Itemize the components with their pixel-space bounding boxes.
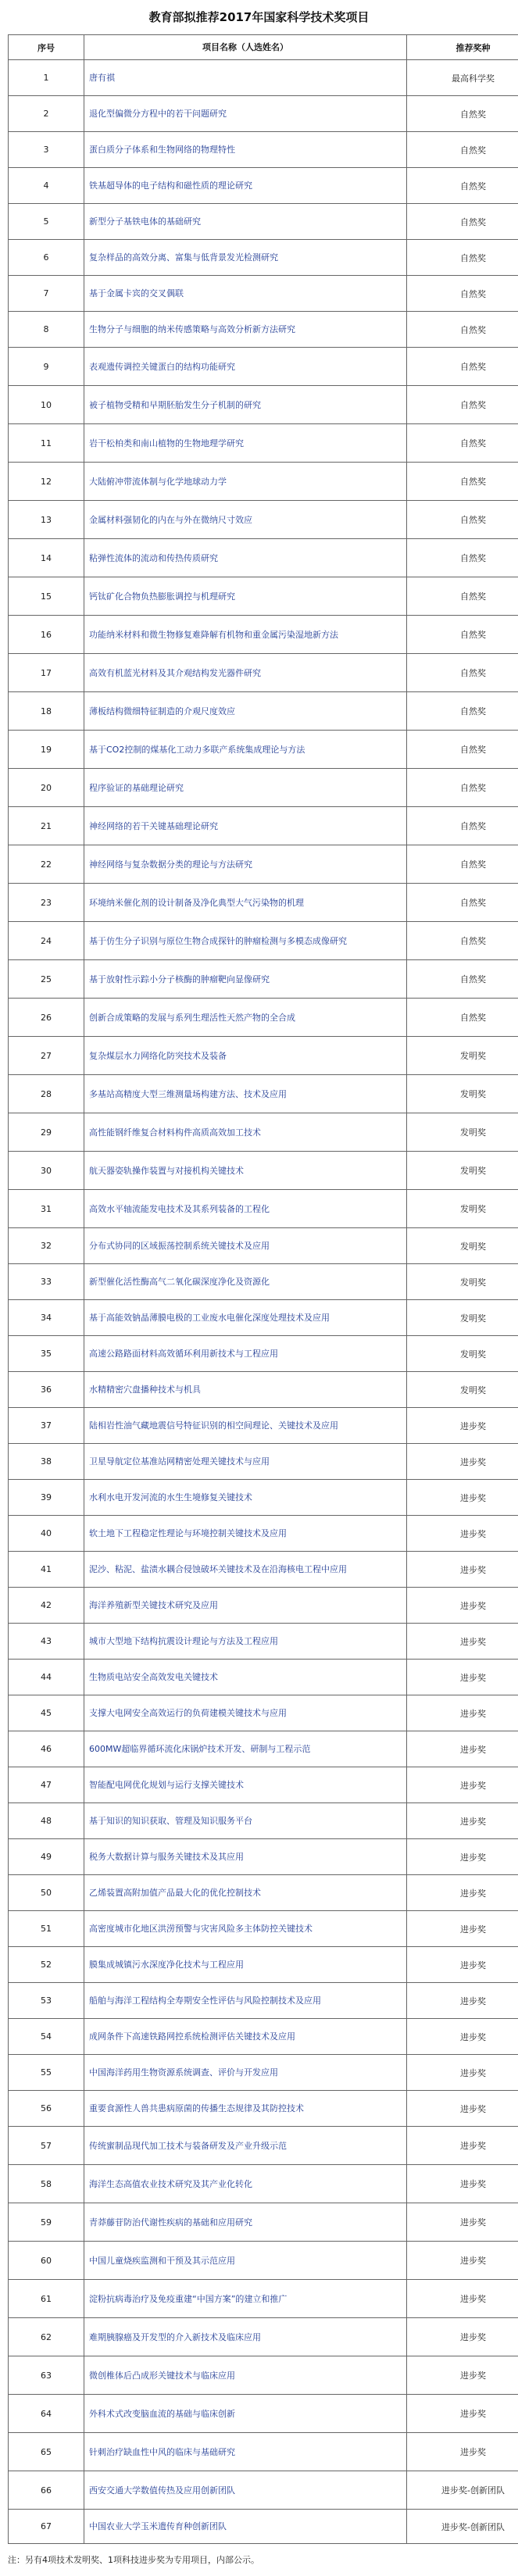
table-row — [9, 501, 518, 539]
award-type: 进步奖 — [407, 1947, 518, 1983]
table-row — [9, 922, 518, 960]
row-number: 54 — [9, 2019, 84, 2055]
award-type: 发明奖 — [407, 1300, 518, 1336]
award-type: 发明奖 — [407, 1336, 518, 1372]
table-row — [9, 539, 518, 577]
project-name: 基于金属卡宾的交叉偶联 — [84, 276, 407, 312]
row-number: 61 — [9, 2280, 84, 2318]
table-row — [9, 1839, 518, 1875]
project-name: 中国农业大学玉米遗传育种创新团队 — [84, 2510, 407, 2544]
row-number: 4 — [9, 168, 84, 204]
project-name: 神经网络与复杂数据分类的理论与方法研究 — [84, 845, 407, 884]
table-row — [9, 1480, 518, 1516]
award-type: 发明奖 — [407, 1152, 518, 1190]
award-type: 进步奖 — [407, 2127, 518, 2165]
project-name: 传统蜜制品现代加工技术与装备研发及产业升级示范 — [84, 2127, 407, 2165]
project-name: 外科术式改变脑血流的基础与临床创新 — [84, 2395, 407, 2433]
award-type: 自然奖 — [407, 999, 518, 1037]
award-type: 进步奖 — [407, 1408, 518, 1444]
award-type: 自然奖 — [407, 96, 518, 132]
project-name: 淀粉抗病毒治疗及免疫重建“中国方案”的建立和推广 — [84, 2280, 407, 2318]
table-row — [9, 654, 518, 692]
row-number: 60 — [9, 2242, 84, 2280]
table-row — [9, 1444, 518, 1480]
row-number: 14 — [9, 539, 84, 577]
table-row — [9, 845, 518, 884]
table-row — [9, 1660, 518, 1695]
table-row — [9, 1911, 518, 1947]
project-name: 多基站高精度大型三维测量场构建方法、技术及应用 — [84, 1075, 407, 1113]
award-type: 发明奖 — [407, 1075, 518, 1113]
table-row — [9, 731, 518, 769]
table-row — [9, 999, 518, 1037]
project-name: 海洋养殖新型关键技术研究及应用 — [84, 1588, 407, 1624]
award-type: 进步奖 — [407, 2165, 518, 2203]
project-name: 新型催化活性酶高气二氧化碳深度净化及资源化 — [84, 1264, 407, 1300]
award-type: 自然奖 — [407, 463, 518, 501]
table-row — [9, 2055, 518, 2091]
header-no: 序号 — [9, 35, 84, 60]
project-name: 中国儿童烧疾监测和干预及其示范应用 — [84, 2242, 407, 2280]
row-number: 27 — [9, 1037, 84, 1075]
award-type: 进步奖 — [407, 2019, 518, 2055]
table-row — [9, 2203, 518, 2242]
table-row — [9, 1875, 518, 1911]
row-number: 37 — [9, 1408, 84, 1444]
table-row — [9, 1624, 518, 1660]
project-name: 难期胰腺癌及开发型的介入新技术及临床应用 — [84, 2318, 407, 2356]
table-row — [9, 2510, 518, 2544]
project-name: 航天器姿轨操作装置与对接机构关键技术 — [84, 1152, 407, 1190]
award-type: 进步奖 — [407, 1875, 518, 1911]
table-row — [9, 168, 518, 204]
award-type: 进步奖 — [407, 1803, 518, 1839]
row-number: 66 — [9, 2471, 84, 2510]
award-type: 进步奖 — [407, 1588, 518, 1624]
row-number: 67 — [9, 2510, 84, 2544]
award-type: 进步奖 — [407, 1624, 518, 1660]
row-number: 47 — [9, 1767, 84, 1803]
project-name: 高效有机蓝光材料及其介观结构发光器件研究 — [84, 654, 407, 692]
table-row — [9, 424, 518, 463]
project-name: 复杂样品的高效分离、富集与低背景发光检测研究 — [84, 240, 407, 276]
table-row — [9, 1588, 518, 1624]
project-name: 生物质电站安全高效发电关键技术 — [84, 1660, 407, 1695]
table-row — [9, 1075, 518, 1113]
table-row — [9, 1300, 518, 1336]
project-name: 600MW超临界循环流化床锅炉技术开发、研制与工程示范 — [84, 1731, 407, 1767]
row-number: 46 — [9, 1731, 84, 1767]
project-name: 海洋生态高值农业技术研究及其产业化转化 — [84, 2165, 407, 2203]
table-row — [9, 884, 518, 922]
table-row — [9, 1372, 518, 1408]
award-type: 进步奖 — [407, 1839, 518, 1875]
award-type: 进步奖 — [407, 1767, 518, 1803]
award-type: 进步奖 — [407, 2203, 518, 2242]
table-row — [9, 348, 518, 386]
table-body — [9, 60, 518, 2544]
row-number: 51 — [9, 1911, 84, 1947]
project-name: 税务大数据计算与服务关键技术及其应用 — [84, 1839, 407, 1875]
row-number: 59 — [9, 2203, 84, 2242]
row-number: 35 — [9, 1336, 84, 1372]
row-number: 23 — [9, 884, 84, 922]
row-number: 16 — [9, 616, 84, 654]
row-number: 9 — [9, 348, 84, 386]
row-number: 25 — [9, 960, 84, 999]
project-name: 成网条件下高速铁路网控系统检测评估关键技术及应用 — [84, 2019, 407, 2055]
project-name: 钙钛矿化合物负热膨胀调控与机理研究 — [84, 577, 407, 616]
table-row — [9, 96, 518, 132]
project-name: 金属材料强韧化的内在与外在微纳尺寸效应 — [84, 501, 407, 539]
award-type: 进步奖 — [407, 2055, 518, 2091]
award-type: 进步奖 — [407, 1695, 518, 1731]
project-name: 复杂煤层水力网络化防突技术及装备 — [84, 1037, 407, 1075]
award-type: 发明奖 — [407, 1037, 518, 1075]
award-type: 自然奖 — [407, 204, 518, 240]
table-row — [9, 1152, 518, 1190]
award-type: 进步奖 — [407, 2091, 518, 2127]
award-type: 自然奖 — [407, 769, 518, 807]
project-name: 针刺治疗缺血性中风的临床与基础研究 — [84, 2433, 407, 2471]
award-type: 进步奖 — [407, 1911, 518, 1947]
award-type: 自然奖 — [407, 424, 518, 463]
project-name: 创新合成策略的发展与系列生理活性天然产物的全合成 — [84, 999, 407, 1037]
table-row — [9, 463, 518, 501]
award-type: 自然奖 — [407, 922, 518, 960]
row-number: 38 — [9, 1444, 84, 1480]
row-number: 44 — [9, 1660, 84, 1695]
award-type: 自然奖 — [407, 577, 518, 616]
project-name: 环境纳米催化剂的设计制备及净化典型大气污染物的机理 — [84, 884, 407, 922]
table-row — [9, 60, 518, 96]
award-type: 进步奖 — [407, 2356, 518, 2395]
award-type: 自然奖 — [407, 386, 518, 424]
table-row — [9, 1190, 518, 1228]
row-number: 30 — [9, 1152, 84, 1190]
award-type: 进步奖 — [407, 1731, 518, 1767]
award-type: 进步奖 — [407, 1660, 518, 1695]
award-type: 发明奖 — [407, 1228, 518, 1264]
project-name: 泥沙、粘泥、盐渍水耦合侵蚀破坏关键技术及在沿海核电工程中应用 — [84, 1552, 407, 1588]
project-name: 蛋白质分子体系和生物网络的物理特性 — [84, 132, 407, 168]
row-number: 55 — [9, 2055, 84, 2091]
award-type: 发明奖 — [407, 1264, 518, 1300]
award-type: 进步奖 — [407, 2280, 518, 2318]
project-name: 水精精密穴盘播种技术与机具 — [84, 1372, 407, 1408]
row-number: 41 — [9, 1552, 84, 1588]
project-name: 岩干松柏类和南山植物的生物地理学研究 — [84, 424, 407, 463]
award-type: 自然奖 — [407, 539, 518, 577]
table-row — [9, 2471, 518, 2510]
table-row — [9, 1731, 518, 1767]
table-row — [9, 2091, 518, 2127]
award-type: 发明奖 — [407, 1372, 518, 1408]
project-name: 基于知识的知识获取、管理及知识服务平台 — [84, 1803, 407, 1839]
award-type: 自然奖 — [407, 731, 518, 769]
row-number: 11 — [9, 424, 84, 463]
award-type: 进步奖 — [407, 2318, 518, 2356]
project-name: 微创椎体后凸成形关键技术与临床应用 — [84, 2356, 407, 2395]
award-type: 进步奖 — [407, 1552, 518, 1588]
table-row — [9, 1408, 518, 1444]
table-row — [9, 2242, 518, 2280]
award-table — [8, 34, 518, 2544]
table-row — [9, 2165, 518, 2203]
award-type: 自然奖 — [407, 132, 518, 168]
row-number: 58 — [9, 2165, 84, 2203]
table-row — [9, 1516, 518, 1552]
table-row — [9, 616, 518, 654]
award-type: 自然奖 — [407, 348, 518, 386]
award-type: 进步奖 — [407, 2395, 518, 2433]
table-row — [9, 132, 518, 168]
row-number: 24 — [9, 922, 84, 960]
award-type: 进步奖 — [407, 2242, 518, 2280]
award-type: 自然奖 — [407, 692, 518, 731]
row-number: 62 — [9, 2318, 84, 2356]
award-type: 自然奖 — [407, 168, 518, 204]
award-type: 进步奖-创新团队 — [407, 2471, 518, 2510]
award-type: 自然奖 — [407, 616, 518, 654]
row-number: 57 — [9, 2127, 84, 2165]
project-name: 膜集成城镇污水深度净化技术与工程应用 — [84, 1947, 407, 1983]
award-type: 自然奖 — [407, 654, 518, 692]
award-type: 进步奖 — [407, 1444, 518, 1480]
table-row — [9, 386, 518, 424]
project-name: 智能配电网优化规划与运行支撑关键技术 — [84, 1767, 407, 1803]
row-number: 28 — [9, 1075, 84, 1113]
project-name: 高速公路路面材料高效循环利用新技术与工程应用 — [84, 1336, 407, 1372]
project-name: 基于放射性示踪小分子核酶的肿瘤靶向显像研究 — [84, 960, 407, 999]
row-number: 8 — [9, 312, 84, 348]
project-name: 粘弹性流体的流动和传热传质研究 — [84, 539, 407, 577]
project-name: 基于仿生分子识别与原位生物合成探针的肿瘤检测与多模态成像研究 — [84, 922, 407, 960]
award-type: 自然奖 — [407, 807, 518, 845]
project-name: 卫星导航定位基准站网精密处理关键技术与应用 — [84, 1444, 407, 1480]
project-name: 陆相岩性油气藏地震信号特征识别的相空间理论、关键技术及应用 — [84, 1408, 407, 1444]
project-name: 基于高能效钠晶薄膜电极的工业废水电催化深度处理技术及应用 — [84, 1300, 407, 1336]
table-row — [9, 2127, 518, 2165]
award-type: 发明奖 — [407, 1190, 518, 1228]
table-row — [9, 1228, 518, 1264]
header-name: 项目名称（人选姓名） — [84, 35, 407, 60]
project-name: 乙烯装置高附加值产品最大化的优化控制技术 — [84, 1875, 407, 1911]
table-row — [9, 1767, 518, 1803]
project-name: 基于CO2控制的煤基化工动力多联产系统集成理论与方法 — [84, 731, 407, 769]
project-name: 生物分子与细胞的纳米传感策略与高效分析新方法研究 — [84, 312, 407, 348]
row-number: 45 — [9, 1695, 84, 1731]
row-number: 12 — [9, 463, 84, 501]
award-type: 自然奖 — [407, 312, 518, 348]
table-row — [9, 240, 518, 276]
project-name: 高密度城市化地区洪涝预警与灾害风险多主体防控关键技术 — [84, 1911, 407, 1947]
row-number: 1 — [9, 60, 84, 96]
table-row — [9, 2356, 518, 2395]
award-type: 自然奖 — [407, 501, 518, 539]
award-type: 进步奖 — [407, 1480, 518, 1516]
row-number: 40 — [9, 1516, 84, 1552]
project-name: 被子植物受精和早期胚胎发生分子机制的研究 — [84, 386, 407, 424]
project-name: 退化型偏微分方程中的若干问题研究 — [84, 96, 407, 132]
row-number: 64 — [9, 2395, 84, 2433]
page-title: 教育部拟推荐2017年国家科学技术奖项目 — [148, 10, 370, 24]
table-row — [9, 807, 518, 845]
row-number: 63 — [9, 2356, 84, 2395]
project-name: 西安交通大学数值传热及应用创新团队 — [84, 2471, 407, 2510]
project-name: 新型分子基铁电体的基础研究 — [84, 204, 407, 240]
row-number: 65 — [9, 2433, 84, 2471]
project-name: 唐有祺 — [84, 60, 407, 96]
table-row — [9, 577, 518, 616]
row-number: 39 — [9, 1480, 84, 1516]
project-name: 城市大型地下结构抗震设计理论与方法及工程应用 — [84, 1624, 407, 1660]
award-type: 自然奖 — [407, 845, 518, 884]
row-number: 17 — [9, 654, 84, 692]
award-type: 进步奖-创新团队 — [407, 2510, 518, 2544]
table-row — [9, 1803, 518, 1839]
row-number: 18 — [9, 692, 84, 731]
table-row — [9, 1947, 518, 1983]
award-type: 自然奖 — [407, 884, 518, 922]
project-name: 铁基超导体的电子结构和磁性质的理论研究 — [84, 168, 407, 204]
row-number: 36 — [9, 1372, 84, 1408]
footnote: 注：另有4项技术发明奖、1项科技进步奖为专用项目，内部公示。 — [8, 2555, 259, 2565]
row-number: 32 — [9, 1228, 84, 1264]
row-number: 15 — [9, 577, 84, 616]
award-type: 进步奖 — [407, 2433, 518, 2471]
row-number: 21 — [9, 807, 84, 845]
table-row — [9, 276, 518, 312]
project-name: 功能纳米材料和微生物修复难降解有机物和重金属污染湿地新方法 — [84, 616, 407, 654]
table-row — [9, 769, 518, 807]
project-name: 支撑大电网安全高效运行的负荷建模关键技术与应用 — [84, 1695, 407, 1731]
row-number: 53 — [9, 1983, 84, 2019]
table-row — [9, 2395, 518, 2433]
project-name: 神经网络的若干关键基础理论研究 — [84, 807, 407, 845]
row-number: 50 — [9, 1875, 84, 1911]
row-number: 56 — [9, 2091, 84, 2127]
table-row — [9, 1113, 518, 1152]
table-row — [9, 2280, 518, 2318]
row-number: 43 — [9, 1624, 84, 1660]
row-number: 2 — [9, 96, 84, 132]
project-name: 中国海洋药用生物资源系统调查、评价与开发应用 — [84, 2055, 407, 2091]
table-row — [9, 1552, 518, 1588]
table-row — [9, 1695, 518, 1731]
project-name: 水利水电开发河流的水生生境修复关键技术 — [84, 1480, 407, 1516]
row-number: 26 — [9, 999, 84, 1037]
project-name: 高效水平轴流能发电技术及其系列装备的工程化 — [84, 1190, 407, 1228]
award-type: 进步奖 — [407, 1516, 518, 1552]
award-type: 进步奖 — [407, 1983, 518, 2019]
project-name: 分布式协同的区域振荡控制系统关键技术及应用 — [84, 1228, 407, 1264]
project-name: 船舶与海洋工程结构全寿期安全性评估与风险控制技术及应用 — [84, 1983, 407, 2019]
row-number: 20 — [9, 769, 84, 807]
table-row — [9, 312, 518, 348]
table-row — [9, 1037, 518, 1075]
award-type: 发明奖 — [407, 1113, 518, 1152]
table-row — [9, 692, 518, 731]
table-row — [9, 1983, 518, 2019]
row-number: 5 — [9, 204, 84, 240]
row-number: 31 — [9, 1190, 84, 1228]
table-row — [9, 1264, 518, 1300]
award-type: 最高科学奖 — [407, 60, 518, 96]
row-number: 52 — [9, 1947, 84, 1983]
row-number: 10 — [9, 386, 84, 424]
award-type: 自然奖 — [407, 276, 518, 312]
table-row — [9, 204, 518, 240]
table-row — [9, 2318, 518, 2356]
project-name: 高性能钢纤维复合材料构件高质高效加工技术 — [84, 1113, 407, 1152]
award-type: 自然奖 — [407, 240, 518, 276]
row-number: 7 — [9, 276, 84, 312]
project-name: 薄板结构微细特征制造的介观尺度效应 — [84, 692, 407, 731]
table-row — [9, 2433, 518, 2471]
table-row — [9, 2019, 518, 2055]
row-number: 33 — [9, 1264, 84, 1300]
project-name: 程序验证的基础理论研究 — [84, 769, 407, 807]
row-number: 22 — [9, 845, 84, 884]
project-name: 重要食源性人兽共患病原菌的传播生态规律及其防控技术 — [84, 2091, 407, 2127]
row-number: 42 — [9, 1588, 84, 1624]
project-name: 青莽藤苷防治代谢性疾病的基础和应用研究 — [84, 2203, 407, 2242]
row-number: 3 — [9, 132, 84, 168]
row-number: 19 — [9, 731, 84, 769]
table-row — [9, 960, 518, 999]
project-name: 表观遗传调控关键蛋白的结构功能研究 — [84, 348, 407, 386]
header-award: 推荐奖种 — [407, 35, 518, 60]
project-name: 软土地下工程稳定性理论与环境控制关键技术及应用 — [84, 1516, 407, 1552]
row-number: 13 — [9, 501, 84, 539]
award-type: 自然奖 — [407, 960, 518, 999]
row-number: 48 — [9, 1803, 84, 1839]
table-row — [9, 1336, 518, 1372]
row-number: 49 — [9, 1839, 84, 1875]
row-number: 6 — [9, 240, 84, 276]
table-header-row — [9, 35, 518, 60]
project-name: 大陆俯冲带流体制与化学地球动力学 — [84, 463, 407, 501]
row-number: 29 — [9, 1113, 84, 1152]
row-number: 34 — [9, 1300, 84, 1336]
